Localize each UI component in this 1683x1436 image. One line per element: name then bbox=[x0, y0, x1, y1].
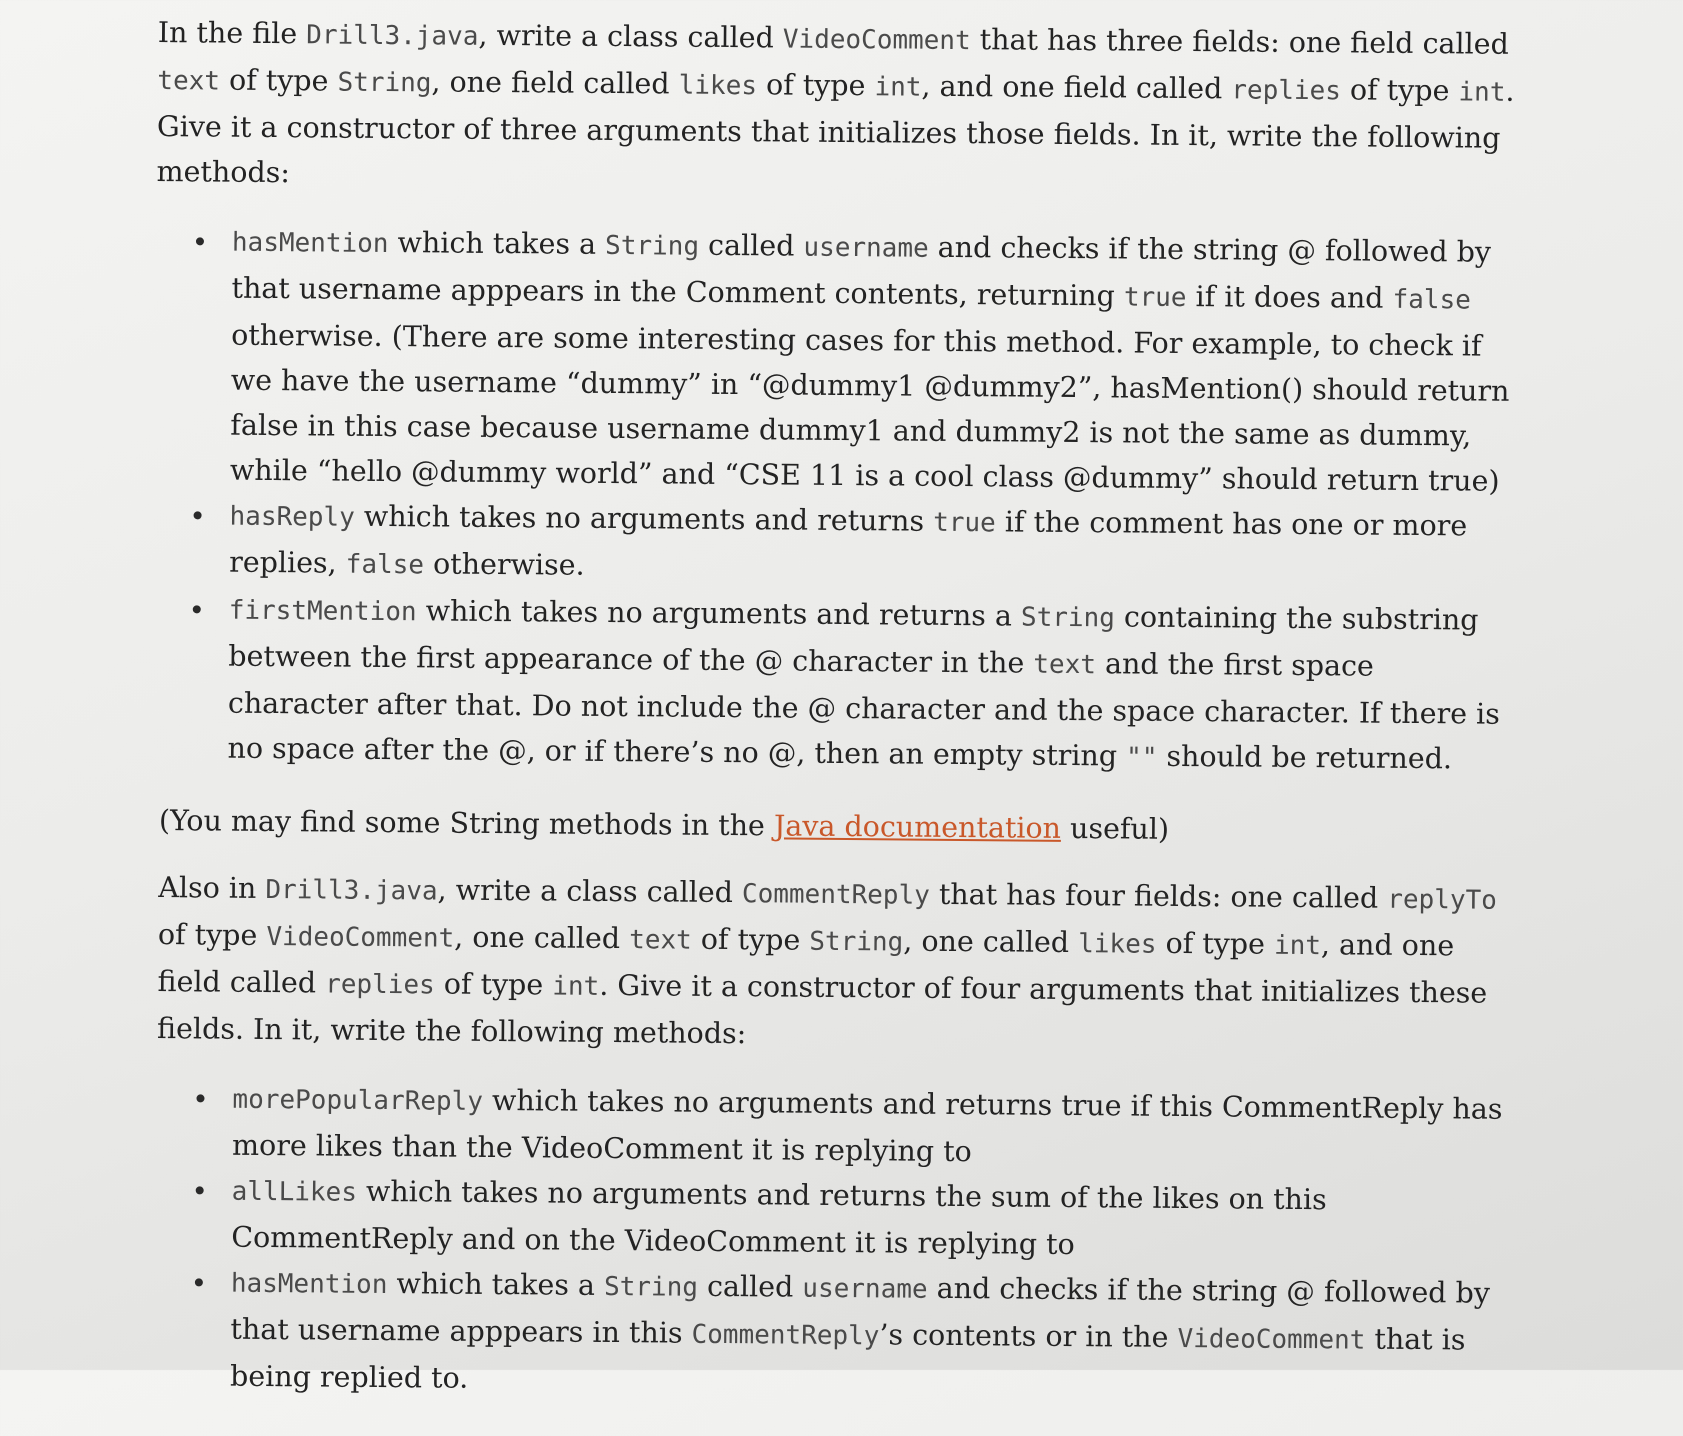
intro-text: of type bbox=[1340, 73, 1459, 108]
type-name: String bbox=[604, 230, 700, 262]
list-item bbox=[227, 587, 1523, 784]
type-name: int bbox=[874, 72, 922, 103]
list-item bbox=[229, 493, 1524, 598]
field-name: replies bbox=[325, 969, 435, 1001]
comment-reply-methods-list bbox=[146, 1075, 1519, 1410]
class-name: VideoComment bbox=[782, 24, 971, 57]
keyword: false bbox=[345, 549, 425, 581]
item-text: that is being replied to. bbox=[229, 1322, 1466, 1395]
field-name: text bbox=[157, 65, 221, 97]
section-text: . Give it a constructor of four arguments that initializes these fields. In it, write the following methods: bbox=[156, 968, 1488, 1051]
intro-text: , one field called bbox=[431, 65, 679, 101]
list-item bbox=[232, 1076, 1519, 1179]
intro-text: , write a class called bbox=[478, 18, 784, 55]
method-name: hasMention bbox=[231, 227, 389, 260]
method-name: morePopularReply bbox=[232, 1084, 484, 1117]
list-item bbox=[230, 1260, 1517, 1410]
type-name: String bbox=[809, 926, 904, 958]
item-text: which takes a bbox=[388, 226, 606, 261]
type-name: int bbox=[1273, 930, 1322, 962]
field-name: likes bbox=[678, 70, 758, 102]
section-text: , one called bbox=[454, 920, 630, 956]
item-text: should be returned. bbox=[1157, 739, 1453, 776]
class-name: CommentReply bbox=[691, 1319, 880, 1352]
item-text: otherwise. (There are some interesting cases for this method. For example, to check if we have the username “dummy” in “@dummy1 @dummy2”, hasMention() should return false in this case because username dummy1 and dummy2 is not the same as dummy, while “hello @dummy world” and “CSE 11 is a cool class @dummy” should return true) bbox=[229, 318, 1510, 498]
item-text: called bbox=[698, 228, 804, 263]
file-name: Drill3.java bbox=[265, 874, 438, 907]
field-name: text bbox=[1033, 649, 1097, 681]
field-name: text bbox=[629, 925, 692, 956]
section-text: , write a class called bbox=[437, 873, 743, 910]
param-name: username bbox=[803, 232, 929, 264]
item-text: which takes no arguments and returns true if this CommentReply has more likes than the VideoComment it is replying to bbox=[231, 1083, 1503, 1169]
method-name: firstMention bbox=[228, 595, 417, 628]
item-text: if it does and bbox=[1186, 279, 1393, 315]
item-text: which takes a bbox=[387, 1267, 605, 1302]
type-name: int bbox=[1458, 77, 1506, 108]
list-item bbox=[231, 1168, 1518, 1271]
note-text: useful) bbox=[1060, 811, 1170, 846]
item-text: and checks if the string @ followed by that username apppears in this bbox=[230, 1271, 1491, 1350]
section-text: Also in bbox=[158, 871, 266, 905]
item-text: called bbox=[697, 1269, 803, 1304]
section-text: , and one field called bbox=[157, 928, 1455, 1000]
note-text: (You may find some String methods in the bbox=[158, 804, 775, 843]
file-name: Drill3.java bbox=[306, 20, 479, 52]
item-text: which takes no arguments and returns the sum of the likes on this CommentReply and on the VideoComment it is replying to bbox=[231, 1174, 1327, 1262]
intro-paragraph bbox=[156, 10, 1528, 206]
intro-text: In the file bbox=[157, 15, 307, 51]
intro-text: , and one field called bbox=[921, 69, 1232, 106]
section-text: that has four fields: one called bbox=[929, 877, 1388, 915]
item-text: otherwise. bbox=[423, 547, 585, 582]
item-text: if the comment has one or more replies, bbox=[229, 505, 1468, 580]
class-name: VideoComment bbox=[1177, 1323, 1366, 1356]
field-name: likes bbox=[1078, 929, 1157, 960]
section-text: of type bbox=[1156, 926, 1275, 961]
empty-string-literal: "" bbox=[1125, 742, 1158, 773]
item-text: and checks if the string @ followed by that username apppears in the Comment contents, returning bbox=[231, 230, 1492, 313]
section-text: , one called bbox=[903, 924, 1079, 960]
method-name: hasReply bbox=[229, 501, 355, 533]
item-text: containing the substring between the first appearance of the @ character in the bbox=[228, 600, 1479, 680]
type-name: VideoComment bbox=[266, 921, 455, 954]
intro-text: of type bbox=[219, 63, 338, 98]
comment-reply-paragraph bbox=[157, 865, 1521, 1063]
section-text: of type bbox=[157, 918, 267, 952]
item-text: which takes no arguments and returns a bbox=[416, 594, 1022, 633]
section-text: of type bbox=[691, 922, 810, 957]
item-text: which takes no arguments and returns bbox=[354, 499, 934, 538]
intro-text: of type bbox=[756, 68, 875, 103]
field-name: replyTo bbox=[1387, 884, 1497, 916]
type-name: String bbox=[603, 1271, 699, 1303]
list-item bbox=[230, 219, 1526, 504]
video-comment-methods-list bbox=[151, 218, 1526, 784]
class-name: CommentReply bbox=[741, 879, 930, 911]
intro-text: . Give it a constructor of three arguments that initializes those fields. In it, write the following methods: bbox=[156, 74, 1515, 190]
method-name: hasMention bbox=[230, 1268, 388, 1301]
java-documentation-link[interactable]: Java documentation bbox=[773, 809, 1062, 845]
keyword: true bbox=[933, 507, 996, 539]
assignment-page bbox=[146, 10, 1528, 1436]
item-text: and the first space character after that. Do not include the @ character and the space character. If there is no space after the @, or if there’s no @, then an empty string bbox=[227, 647, 1500, 773]
documentation-note bbox=[159, 798, 1521, 855]
type-name: int bbox=[552, 971, 600, 1002]
keyword: false bbox=[1392, 284, 1471, 316]
param-name: username bbox=[802, 1273, 928, 1305]
keyword: true bbox=[1123, 282, 1187, 313]
type-name: String bbox=[337, 67, 432, 99]
intro-text: that has three fields: one field called bbox=[970, 23, 1510, 61]
field-name: replies bbox=[1231, 75, 1342, 107]
item-text: ’s contents or in the bbox=[879, 1318, 1178, 1354]
type-name: String bbox=[1020, 602, 1116, 634]
method-name: allLikes bbox=[231, 1176, 358, 1208]
section-text: of type bbox=[434, 967, 553, 1002]
